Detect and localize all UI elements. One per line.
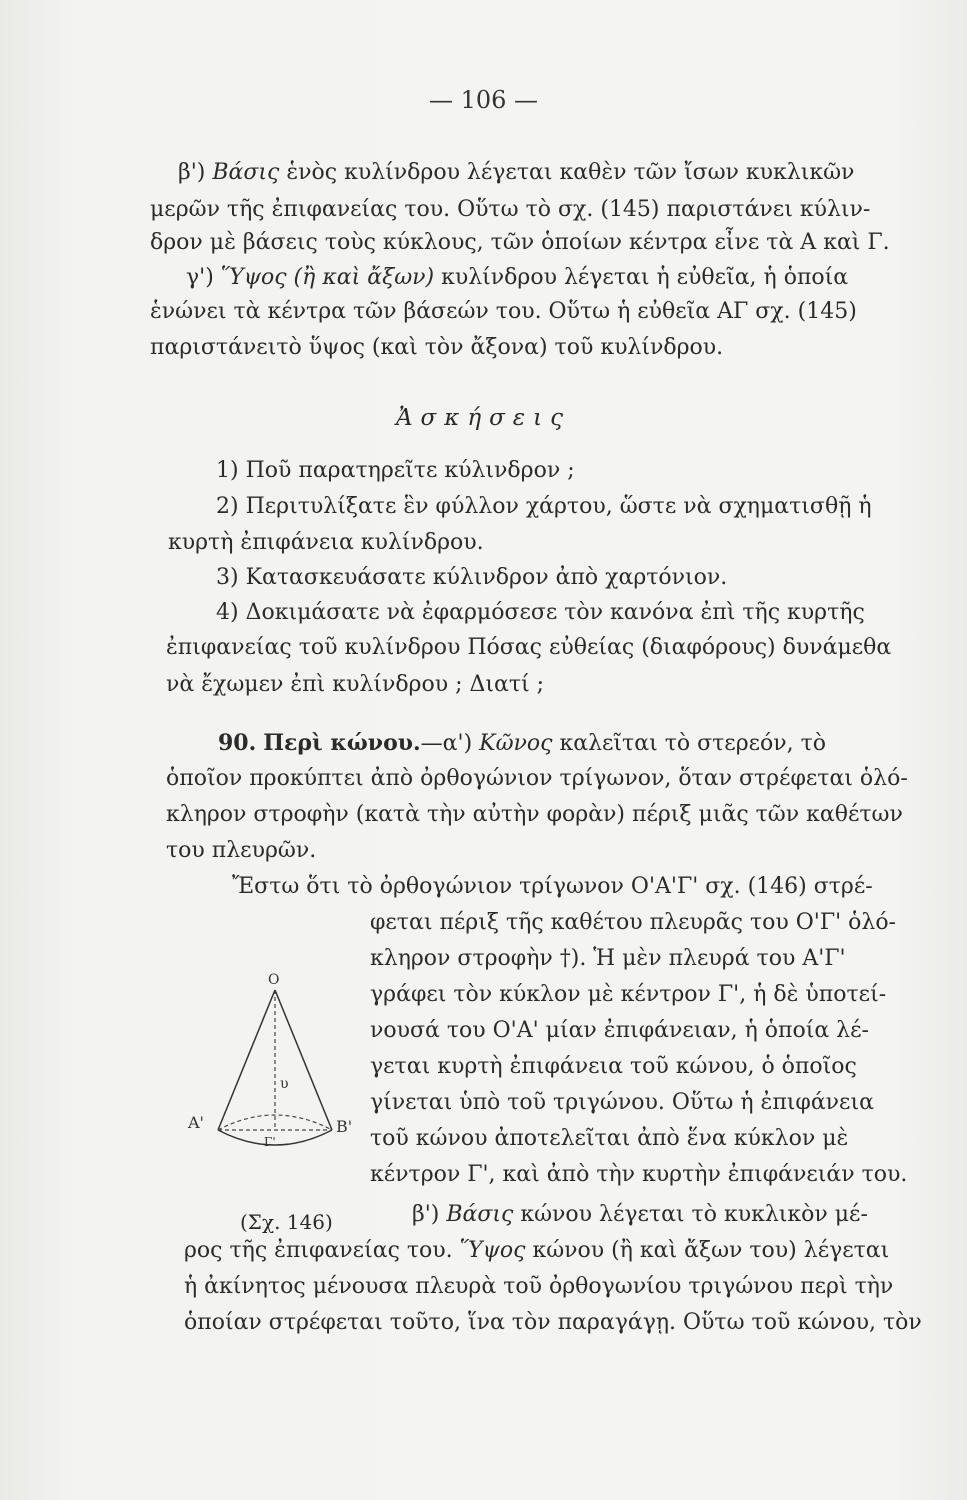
label-apex: O [268,972,280,988]
text-line: νουσά του Ο'Α' μίαν ἐπιφάνειαν, ἡ ὁποία λέ- [370,1018,869,1043]
text-line: γ') Ὕψος (ἢ καὶ ἄξων) κυλίνδρου λέγεται ἡ εὐθεῖα, ἡ ὁποία [186,265,849,290]
text-line: ὁποίαν στρέφεται τοῦτο, ἵνα τὸν παραγάγῃ. Οὕτω τοῦ κώνου, τὸν [184,1310,922,1335]
exercise-line: 1) Ποῦ παρατηρεῖτε κύλινδρον ; [216,458,575,483]
cone-figure [180,970,370,1170]
section-title: Περὶ κώνου. [263,730,421,756]
text-line: κέντρον Γ', καὶ ἀπὸ τὴν κυρτὴν ἐπιφάνειάν του. [370,1162,908,1187]
exercise-line: κυρτὴ ἐπιφάνεια κυλίνδρου. [168,530,484,555]
text-line: γίνεται ὑπὸ τοῦ τριγώνου. Οὕτω ἡ ἐπιφάνεια [370,1090,874,1115]
text-line: Ἔστω ὅτι τὸ ὀρθογώνιον τρίγωνον Ο'Α'Γ' σχ. (146) στρέ- [232,874,873,899]
figure-caption: (Σχ. 146) [240,1210,333,1234]
label-height: υ [280,1076,289,1092]
page-number: — 106 — [428,86,539,114]
label-left: A' [188,1113,204,1132]
text-line: ρος τῆς ἐπιφανείας του. Ὕψος κώνου (ἢ καὶ ἄξων του) λέγεται [184,1238,890,1263]
exercise-line: 4) Δοκιμάσατε νὰ ἐφαρμόσεσε τὸν κανόνα ἐπὶ τῆς κυρτῆς [216,600,865,625]
text-line: ἑνώνει τὰ κέντρα τῶν βάσεών του. Οὕτω ἡ εὐθεῖα ΑΓ σχ. (145) [150,299,857,324]
text-line: φεται πέριξ τῆς καθέτου πλευρᾶς του Ο'Γ' ὁλό- [370,910,896,935]
text-line: ἡ ἀκίνητος μένουσα πλευρὰ τοῦ ὀρθογωνίου τριγώνου περὶ τὴν [184,1274,894,1299]
text-line: παριστάνειτὸ ὕψος (καὶ τὸν ἄξονα) τοῦ κυλίνδρου. [150,335,724,360]
exercise-line: ἐπιφανείας τοῦ κυλίνδρου Πόσας εὐθείας (διαφόρους) δυνάμεθα [166,635,892,660]
exercise-line: νὰ ἔχωμεν ἐπὶ κυλίνδρου ; Διατί ; [166,672,545,697]
text-line: γεται κυρτὴ ἐπιφάνεια τοῦ κώνου, ὁ ὁποῖος [370,1054,857,1079]
text-line: β') Βάσις κώνου λέγεται τὸ κυκλικὸν μέ- [412,1202,868,1227]
label-center: Γ' [264,1135,276,1149]
cone-right-edge [275,990,332,1130]
text-line: ὁποῖον προκύπτει ἀπὸ ὀρθογώνιον τρίγωνον, ὅταν στρέφεται ὁλό- [166,766,908,791]
text-line: του πλευρῶν. [166,838,317,863]
exercise-line: 2) Περιτυλίξατε ἓν φύλλον χάρτου, ὥστε νὰ σχηματισθῇ ἡ [216,494,872,519]
text-line: μερῶν τῆς ἐπιφανείας του. Οὕτω τὸ σχ. (145) παριστάνει κύλιν- [150,197,871,222]
text-line: β') Βάσις ἑνὸς κυλίνδρου λέγεται καθὲν τῶν ἴσων κυκλικῶν [178,160,855,185]
text-line: γράφει τὸν κύκλον μὲ κέντρον Γ', ἡ δὲ ὑποτεί- [370,982,887,1007]
label-right: B' [336,1117,353,1136]
text-line: δρον μὲ βάσεις τοὺς κύκλους, τῶν ὁποίων κέντρα εἶνε τὰ Α καὶ Γ. [150,230,890,255]
cone-left-edge [218,990,275,1130]
text-line: κληρον στροφὴν †). Ἡ μὲν πλευρά του Α'Γ' [370,946,846,971]
section-number: 90. [218,730,257,756]
exercise-line: 3) Κατασκευάσατε κύλινδρον ἀπὸ χαρτόνιον. [216,565,728,590]
text-line: κληρον στροφὴν (κατὰ τὴν αὐτὴν φορὰν) πέριξ μιᾶς τῶν καθέτων [166,802,903,827]
text-line: τοῦ κώνου ἀποτελεῖται ἀπὸ ἕνα κύκλον μὲ [370,1126,849,1151]
section-heading-line: 90. Περὶ κώνου.—α') Κῶνος καλεῖται τὸ στερεόν, τὸ [218,730,827,756]
exercises-heading: Ἀσκήσεις [395,405,572,431]
